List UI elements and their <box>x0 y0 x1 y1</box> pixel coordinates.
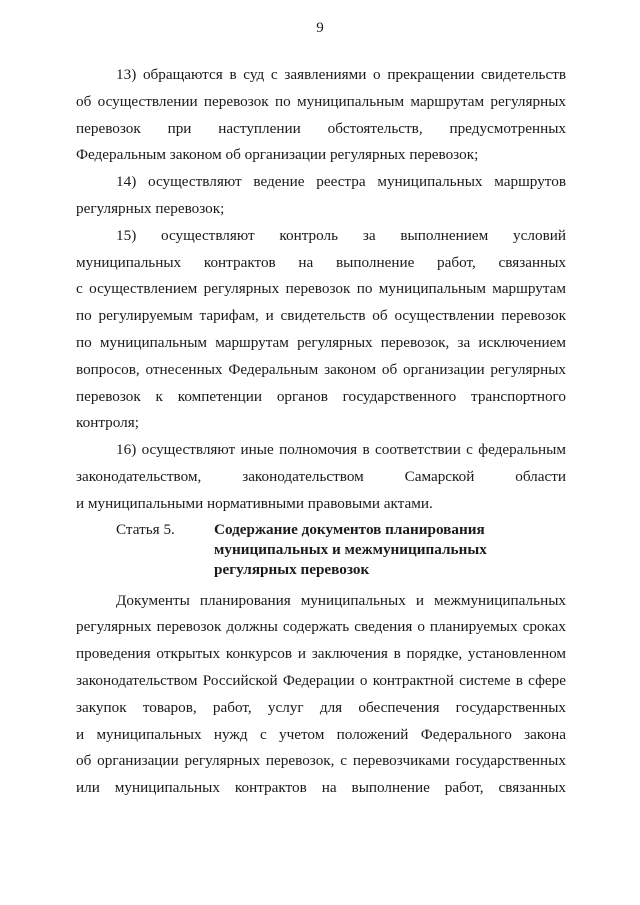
text-line: об осуществлении перевозок по муниципальным маршрутам регулярных <box>76 92 566 110</box>
text-line: и муниципальных нужд с учетом положений Федерального закона <box>76 725 566 743</box>
text-line: 14) осуществляют ведение реестра муниципальных маршрутов <box>116 173 566 191</box>
text-line: 15) осуществляют контроль за выполнением условий <box>116 226 566 244</box>
article-heading <box>76 520 566 580</box>
text-line: законодательством Российской Федерации о контрактной системе в сфере <box>76 671 566 689</box>
text-line: 16) осуществляют иные полномочия в соответствии с федеральным <box>116 441 566 459</box>
document-body <box>76 62 566 802</box>
text-line: контроля; <box>76 414 139 432</box>
text-line: или муниципальных контрактов на выполнение работ, связанных <box>76 779 566 797</box>
text-line: и муниципальными нормативными правовыми актами. <box>76 494 433 512</box>
text-line: 13) обращаются в суд с заявлениями о прекращении свидетельств <box>116 66 566 83</box>
text-line: об организации регулярных перевозок, с перевозчиками государственных <box>76 752 566 770</box>
text-line: закупок товаров, работ, услуг для обеспечения государственных <box>76 698 566 716</box>
page-number: 9 <box>316 20 324 36</box>
text-line: муниципальных контрактов на выполнение работ, связанных <box>76 253 566 271</box>
paragraph-article-5-body <box>76 588 566 802</box>
text-line: проведения открытых конкурсов и заключения в порядке, установленном <box>76 645 566 663</box>
paragraph-item-15 <box>76 223 566 437</box>
text-line: регулярных перевозок должны содержать сведения о планируемых сроках <box>76 618 566 636</box>
text-line: перевозок к компетенции органов государственного транспортного <box>76 387 566 405</box>
paragraph-item-14 <box>76 169 566 223</box>
text-line: Федеральным законом об организации регулярных перевозок; <box>76 146 479 164</box>
text-line: законодательством, законодательством Самарской области <box>76 467 566 485</box>
article-label: Статья 5. <box>116 520 175 538</box>
paragraph-item-16 <box>76 437 566 517</box>
article-title: Содержание документов планирования муниципальных и межмуниципальных регулярных перевозок <box>214 520 487 578</box>
text-line: перевозок при наступлении обстоятельств, предусмотренных <box>76 119 566 137</box>
text-line: вопросов, отнесенных Федеральным законом об организации регулярных <box>76 360 566 378</box>
text-line: регулярных перевозок; <box>76 199 225 217</box>
text-line: Документы планирования муниципальных и межмуниципальных <box>116 591 566 609</box>
text-line: с осуществлением регулярных перевозок по муниципальным маршрутам <box>76 280 566 298</box>
text-line: по муниципальным маршрутам регулярных перевозок, за исключением <box>76 333 566 351</box>
paragraph-item-13 <box>76 62 566 169</box>
text-line: по регулируемым тарифам, и свидетельств об осуществлении перевозок <box>76 307 566 325</box>
